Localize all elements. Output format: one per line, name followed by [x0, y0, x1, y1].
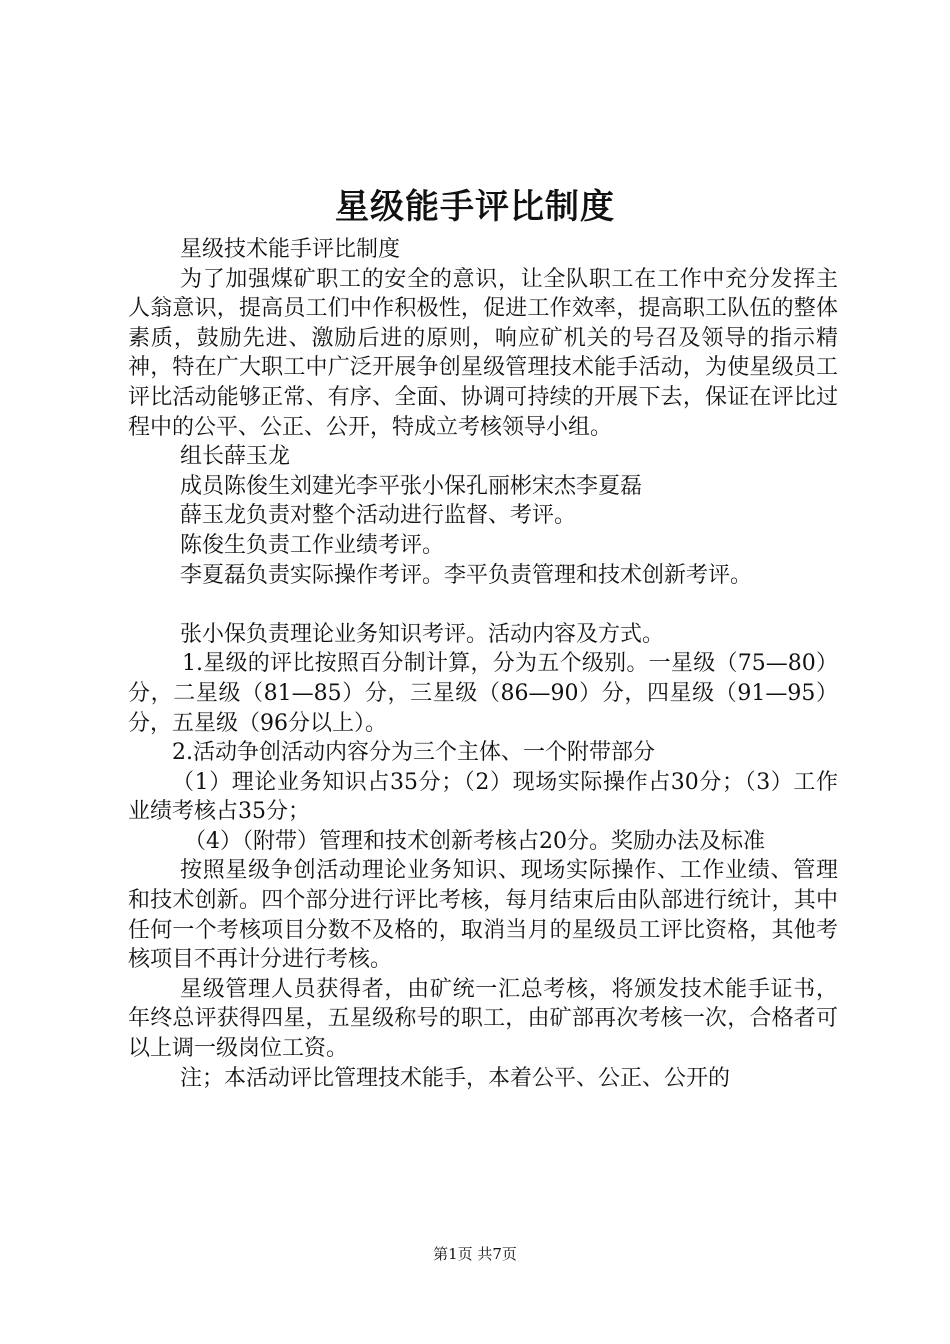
paragraph-duty-performance: 陈俊生负责工作业绩考评。: [180, 532, 445, 558]
paragraph-duty-operation: 李夏磊负责实际操作考评。李平负责管理和技术创新考评。: [180, 562, 753, 588]
paragraph-star-levels: 1.星级的评比按照百分制计算，分为五个级别。一星级（75—80）分，二星级（81—85）分，三星级（86—90）分，四星级（91—95）分，五星级（96分以上）。: [128, 651, 838, 736]
paragraph-note: 注；本活动评比管理技术能手，本着公平、公正、公开的: [180, 1065, 731, 1091]
paragraph-award: 星级管理人员获得者，由矿统一汇总考核，将颁发技术能手证书，年终总评获得四星，五星级称号的职工，由矿部再次考核一次，合格者可以上调一级岗位工资。: [128, 976, 838, 1062]
page-number: 第1页 共7页: [433, 1245, 517, 1263]
paragraph-team-members: 成员陈俊生刘建光李平张小保孔丽彬宋杰李夏磊: [180, 473, 643, 499]
paragraph-innovation-score: （4）（附带）管理和技术创新考核占20分。奖励办法及标准: [184, 828, 765, 854]
paragraph-score-items: （1）理论业务知识占35分；（2）现场实际操作占30分；（3）工作业绩考核占35分；: [128, 769, 838, 825]
document-title: 星级能手评比制度: [335, 187, 615, 227]
paragraph-activity-content: 2.活动争创活动内容分为三个主体、一个附带部分: [172, 740, 655, 766]
paragraph-assessment-rules: 按照星级争创活动理论业务知识、现场实际操作、工作业绩、管理和技术创新。四个部分进行评比考核，每月结束后由队部进行统计，其中任何一个考核项目分数不及格的，取消当月的星级员工评比资格，其他考核项目不再计分进行考核。: [128, 858, 838, 973]
paragraph-duty-supervision: 薛玉龙负责对整个活动进行监督、考评。: [180, 503, 577, 529]
paragraph-subtitle: 星级技术能手评比制度: [180, 237, 401, 262]
paragraph-team-leader: 组长薛玉龙: [180, 444, 291, 470]
paragraph-duty-theory: 张小保负责理论业务知识考评。活动内容及方式。: [180, 621, 665, 647]
document-body: [128, 235, 838, 1093]
paragraph-intro: 为了加强煤矿职工的安全的意识，让全队职工在工作中充分发挥主人翁意识，提高员工们中作积极性，促进工作效率，提高职工队伍的整体素质，鼓励先进、激励后进的原则，响应矿机关的号召及领导的指示精神，特在广大职工中广泛开展争创星级管理技术能手活动，为使星级员工评比活动能够正常、有序、全面、协调可持续的开展下去，保证在评比过程中的公平、公正、公开，特成立考核领导小组。: [128, 266, 838, 440]
paragraph-spacer: [128, 590, 838, 620]
